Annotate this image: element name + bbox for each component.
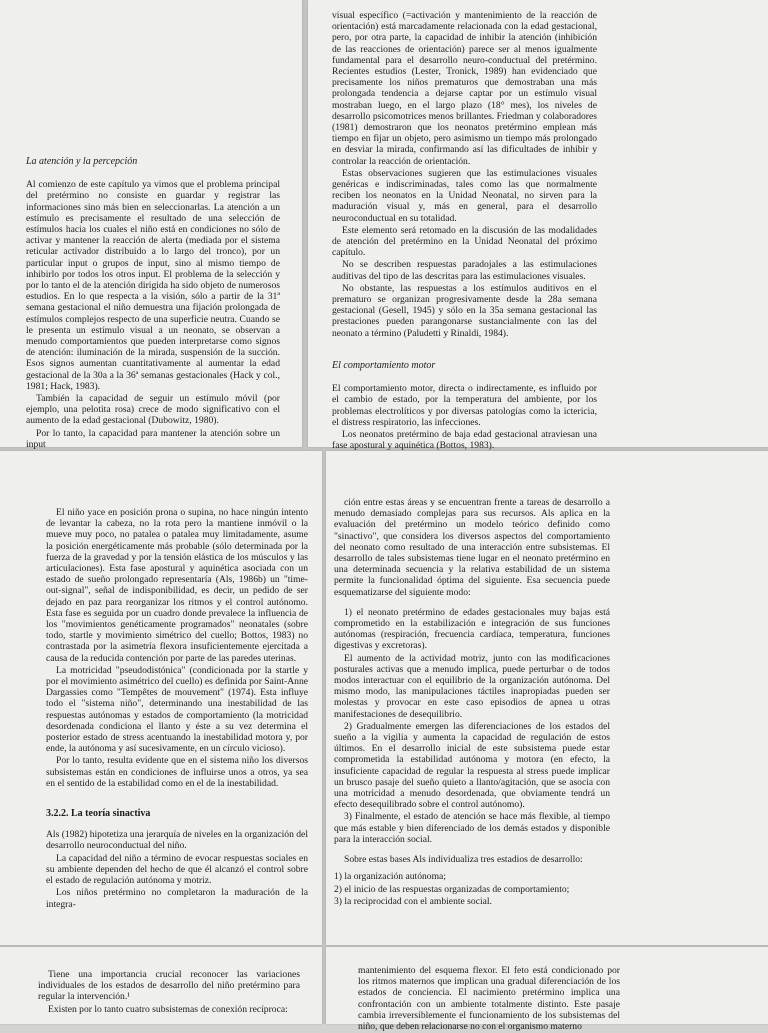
section-heading-attention: La atención y la percepción (26, 156, 138, 167)
page-2 (308, 0, 768, 452)
page-5 (0, 947, 322, 1024)
paragraph: Sobre estas bases Als individualiza tres estadios de desarrollo: (344, 854, 583, 866)
stages-list (334, 871, 610, 907)
paragraph: Por lo tanto, la capacidad para mantener la atención sobre un input (26, 427, 280, 450)
paragraph: El comportamiento motor, directa o indirectamente, es influido por el cambio de estado, por la temperatura del ambiente, por los problemas electrolíticos y por diversas patologías como la ictericia, el distress respiratorio, las infecciones. (332, 383, 597, 428)
section-heading-motor: El comportamiento motor (332, 359, 436, 371)
list-item: 2) el inicio de las respuestas organizadas de comportamiento; (334, 883, 570, 895)
page-6 (326, 947, 768, 1033)
paragraph: El niño yace en posición prona o supina, no hace ningún intento de levantar la cabeza, no la rota pero la mantiene inmóvil o la mueve muy poco, no patalea o patalea muy limitadamente, asume la posición energéticamente más probable (sólo determinada por la fuerza de la gravedad y por la tensión elástica de los músculos y las articulaciones). Esta fase apostural y aquinética asociada con un estado de sueño prolongado representaría (Als, 1986b) un "time-out-signal", señal de indisponibilidad, es decir, un pedido de ser dejado en paz para reorganizar los ritmos y el control autónomo. Esta fase es seguida por un cuadro donde prevalece la influencia de los "movimientos genéticamente programados" neonatales (sobre todo, startle y movimiento simétrico del cuello; Bottos, 1983) no contrastada por la asimetría flexora insuficientemente ejercitada a causa de la reducida contención por parte de las paredes uterinas. (46, 507, 308, 664)
paragraph: El aumento de la actividad motriz, junto con las modificaciones posturales activas que a menudo implica, puede perturbar o de todos modos interactuar con el equilibrio de la organización autónoma. Del mismo modo, las manipulaciones táctiles inapropiadas pueden ser molestas y provocar en este caso episodios de apnea u otras manifestaciones de desequilibrio. (334, 652, 610, 720)
list-item: 1) la organización autónoma; (334, 871, 446, 883)
paragraph: Tiene una importancia crucial reconocer las variaciones individuales de los estados de desarrollo del niño pretérmino para regular la intervención.¹ (38, 969, 300, 1003)
paragraph: La motricidad "pseudodistónica" (condicionada por la startle y por el movimiento asimétrico del cuello) es definida por Saint-Anne Dargassies como "Tempêtes de mouvement" (1974). Esta influye todo el "sistema niño", determinando una inestabilidad de las respuestas autónomas y estados de comportamiento (la motricidad desordenada condiciona el llanto y éste a su vez determina el posterior estado de stress acentuando la inestabilidad motora y, por ende, la autónoma y así sucesivamente, en un círculo vicioso). (46, 664, 308, 755)
page-1 (0, 0, 302, 450)
page-3-column (46, 507, 308, 911)
paragraph: visual específico (=activación y mantenimiento de la reacción de orientación) está marcadamente relacionada con la edad gestacional, pero, por otra parte, la capacidad de inhibir la atención (inhibición de las reacciones de orientación) parece ser al menos igualmente fundamental para el desarrollo neuro-conductual del pretérmino. Recientes estudios (Lester, Tronick, 1989) han evidenciado que precisamente los niños prematuros que demostraban una más prolongada tendencia a dejarse captar por un estímulo visual mostraban luego, en el largo plazo (18° mes), los niveles de desarrollo psicomotrices menos brillantes. Friedman y colaboradores (1981) demostraron que los neonatos pretérmino emplean más tiempo en fijar un objeto, pero asimismo un tiempo más prolongado en desviar la mirada, confirmando así las dificultades de inhibir y controlar la reacción de orientación. (332, 10, 597, 167)
paragraph: Estas observaciones sugieren que las estimulaciones visuales genéricas e indiscriminadas, tales como las que normalmente reciben los neonatos en la Unidad Neonatal, no sirven para la maduración visual y, más en general, para el desarrollo neuroconductual en su totalidad. (332, 167, 597, 224)
page-2-column (332, 10, 597, 452)
paragraph: Als (1982) hipotetiza una jerarquía de niveles en la organización del desarrollo neuroconductual del niño. (46, 829, 308, 852)
page-4 (326, 451, 768, 945)
paragraph: Este elemento será retomado en la discusión de las modalidades de atención del pretérmino en la Unidad Neonatal del próximo capítulo. (332, 224, 597, 259)
paragraph: 3) Finalmente, el estado de atención se hace más flexible, al tiempo que más estable y bien diferenciado de los demás estados y disponible para la interacción social. (334, 811, 610, 845)
page-6-column (358, 965, 620, 1033)
paragraph: No obstante, las respuestas a los estímulos auditivos en el prematuro se organizan progresivamente desde la 28a semana gestacional (Gesell, 1945) y sólo en la 35a semana gestacional las prestaciones pueden parangonarse sustancialmente con las del neonato a término (Paludetti y Rinaldi, 1984). (332, 282, 597, 339)
paragraph: No se describen respuestas paradojales a las estimulaciones auditivas del tipo de las descritas para las estimulaciones visuales. (332, 259, 597, 282)
page-4-column (334, 497, 610, 908)
paragraph: mantenimiento del esquema flexor. El feto está condicionado por los ritmos maternos que implican una gradual diferenciación de los estados de conciencia. El nacimiento pretérmino implica una confrontación con un ambiente totalmente distinto. Este pasaje cambia irreversiblemente el funcionamiento de los subsistemas del niño, que deben relacionarse no con el organismo materno (358, 965, 620, 1033)
paragraph: Por lo tanto, resulta evidente que en el sistema niño los diversos subsistemas están en condiciones de influirse unos a otros, ya sea en el sentido de la estabilidad como en el de la inestabilidad. (46, 755, 308, 789)
paragraph: ción entre estas áreas y se encuentran frente a tareas de desarrollo a menudo demasiado complejas para sus recursos. Als aplica en la evaluación del pretérmino un modelo teórico definido como "sinactivo", que considera los diversos aspectos del comportamiento del neonato como resultado de una interacción entre subsistemas. El desarrollo de tales subsistemas tiene lugar en el neonato pretérmino en una determinada secuencia y la relativa estabilidad de un sistema permite la funcionalidad óptima del siguiente. Esa secuencia puede esquematizarse del siguiente modo: (334, 497, 610, 598)
paragraph: 1) el neonato pretérmino de edades gestacionales muy bajas está comprometido en la estabilización e integración de sus funciones autónomas (respiración, frecuencia cardíaca, temperatura, funciones digestivas y excretoras). (334, 606, 610, 652)
section-heading-synactive-theory: 3.2.2. La teoría sinactiva (46, 808, 151, 820)
paragraph: Los niños pretérmino no completaron la maduración de la integra- (46, 887, 308, 910)
list-item: 3) la reciprocidad con el ambiente social. (334, 895, 492, 907)
page-5-column (38, 969, 300, 1016)
paragraph: Los neonatos pretérmino de baja edad gestacional atraviesan una fase apostural y aquinética (Bottos, 1983). (332, 428, 597, 452)
paragraph: Al comienzo de este capítulo ya vimos que el problema principal del pretérmino no consiste en guardar y registrar las informaciones sino más bien en seleccionarlas. La atención a un estímulo es precisamente el resultado de una selección de estímulos hacia los cuales el niño está en condiciones no sólo de activar y mantener la reacción de alerta (mediada por el sistema reticular activador distribuido a lo largo del tronco), por un particular input o grupos de input, sino al mismo tiempo de inhibirlo por todos los otros input. El problema de la selección y por lo tanto el de la atención dirigida ha sido objeto de numerosos estudios. En lo que respecta a la visión, sólo a partir de la 31ª semana gestacional el niño demuestra una fijación prolongada de estímulos complejos respecto de una superficie neutra. Cuando se le presenta un estímulo visual a un neonato, se observan a menudo comportamientos que pueden interpretarse como signos de atención: iluminación de la mirada, suspensión de la succión. Esos signos aumentan cuantitativamente al aumentar la edad gestacional de la 30a a la 36ª semanas gestacionales (Hack y col., 1981; Hack, 1983). (26, 179, 280, 392)
paragraph: También la capacidad de seguir un estímulo móvil (por ejemplo, una pelotita rosa) crece de modo significativo con el aumento de la edad gestacional (Dubowitz, 1980). (26, 393, 280, 427)
paragraph: La capacidad del niño a término de evocar respuestas sociales en su ambiente dependen del hecho de que él alcanzó el control sobre el estado de regulación autónoma y motriz. (46, 852, 308, 887)
paragraph: Existen por lo tanto cuatro subsistemas de conexión recíproca: (48, 1003, 288, 1015)
paragraph: 2) Gradualmente emergen las diferenciaciones de los estados del sueño a la vigilia y aumenta la capacidad de regulación de estos últimos. En el desarrollo inicial de este subsistema puede estar comprometida la estabilidad autónoma y motora (en efecto, la insuficiente capacidad de regular la respuesta al stress puede implicar un brusco pasaje del sueño quieto a llanto/agitación, que se asocia con una motricidad a menudo desordenada, que obviamente tendrá un efecto desequilibrado sobre el control autónomo). (334, 720, 610, 811)
page-3 (0, 451, 322, 945)
page-1-column (26, 156, 280, 451)
